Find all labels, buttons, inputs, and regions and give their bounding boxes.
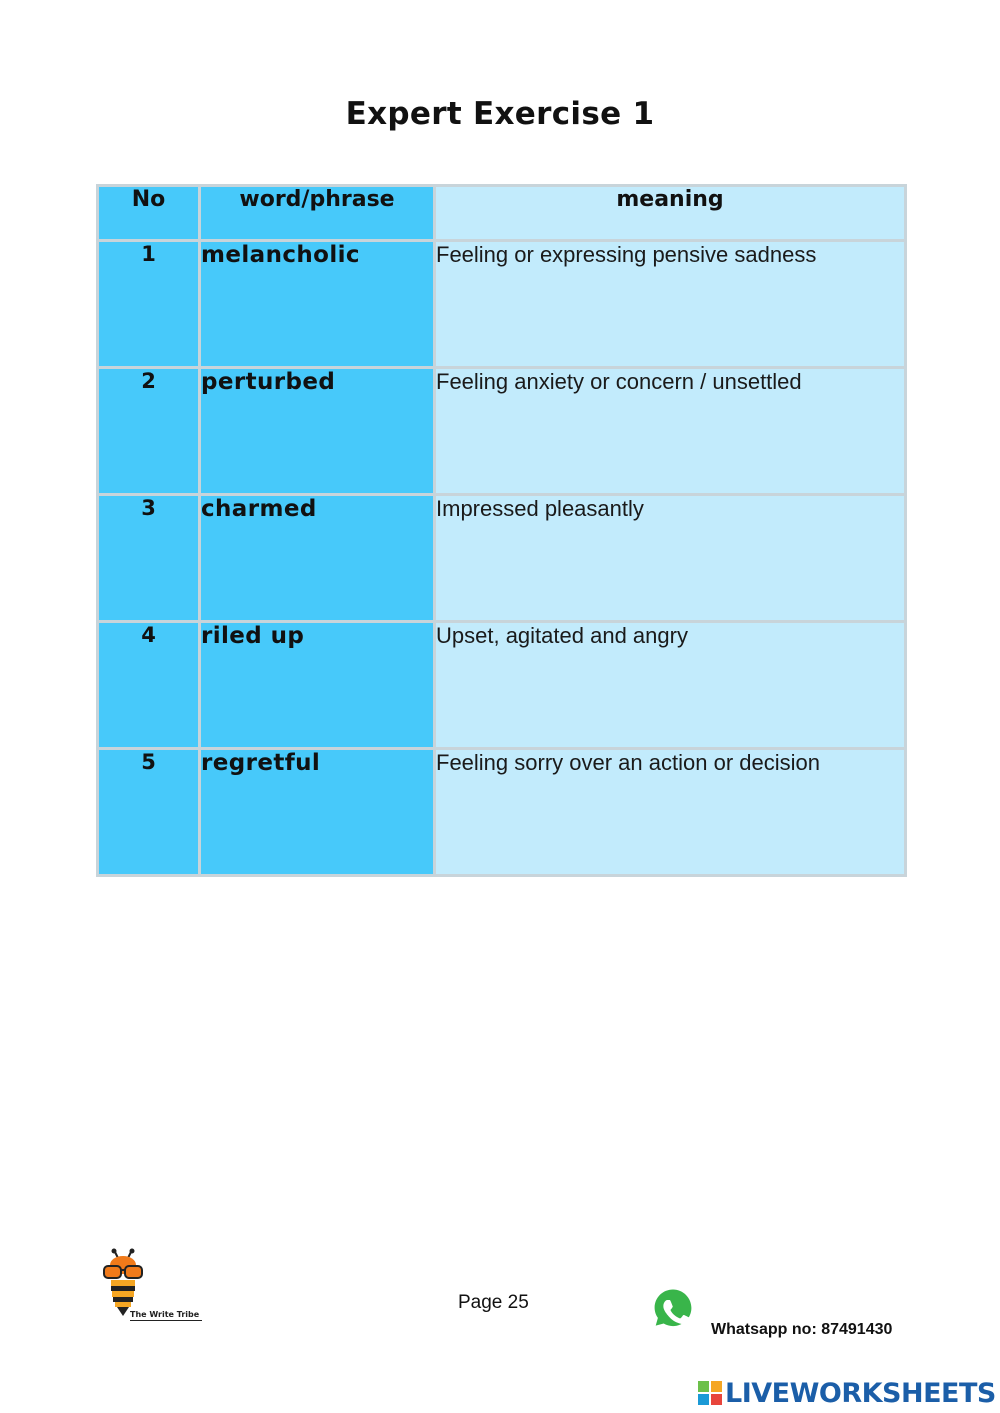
table-row (98, 622, 906, 749)
page-number: Page 25 (458, 1292, 529, 1313)
row-word: perturbed (200, 368, 435, 495)
row-number: 4 (98, 622, 200, 749)
table-row (98, 241, 906, 368)
liveworksheets-text: LIVEWORKSHEETS (725, 1377, 996, 1409)
header-word-phrase: word/phrase (200, 186, 435, 241)
logo-text: The Write Tribe (130, 1310, 202, 1321)
row-word: regretful (200, 749, 435, 876)
page-title: Expert Exercise 1 (345, 96, 655, 132)
row-number: 5 (98, 749, 200, 876)
row-meaning: Feeling sorry over an action or decision (435, 749, 906, 876)
row-number: 1 (98, 241, 200, 368)
row-meaning: Upset, agitated and angry (435, 622, 906, 749)
table-row (98, 495, 906, 622)
whatsapp-icon (649, 1284, 697, 1332)
whatsapp-number: Whatsapp no: 87491430 (711, 1321, 893, 1338)
table-header-row (98, 186, 906, 241)
header-no: No (98, 186, 200, 241)
row-word: charmed (200, 495, 435, 622)
row-word: riled up (200, 622, 435, 749)
row-word: melancholic (200, 241, 435, 368)
header-meaning: meaning (435, 186, 906, 241)
vocabulary-table (96, 184, 907, 877)
row-number: 3 (98, 495, 200, 622)
row-meaning: Impressed pleasantly (435, 495, 906, 622)
liveworksheets-logo-icon (698, 1381, 722, 1405)
row-meaning: Feeling anxiety or concern / unsettled (435, 368, 906, 495)
row-number: 2 (98, 368, 200, 495)
table-row (98, 749, 906, 876)
table-row (98, 368, 906, 495)
row-meaning: Feeling or expressing pensive sadness (435, 241, 906, 368)
liveworksheets-brand (698, 1376, 996, 1410)
